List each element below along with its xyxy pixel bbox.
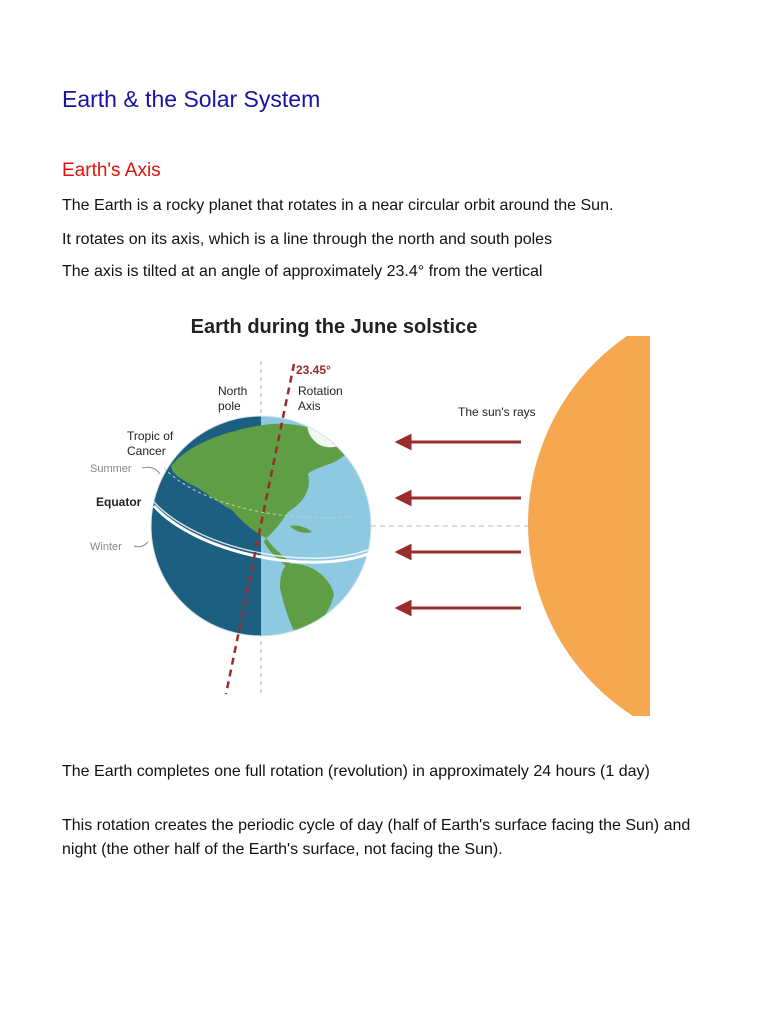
winter-label: Winter [90,541,122,553]
document-title: Earth & the Solar System [62,86,321,112]
paragraph-rotates-on-axis: It rotates on its axis, which is a line through the north and south poles [62,231,553,248]
june-solstice-diagram [76,306,666,716]
sun-rays-label: The sun's rays [458,405,536,419]
winter-pointer-icon [134,542,148,547]
rotation-axis-label-line2: Axis [298,399,321,413]
paragraph-day-night-cycle: This rotation creates the periodic cycle of day (half of Earth's surface facing the Sun) and night (the other half of the Earth's surface, not facing the Sun). [62,817,691,858]
sun-rays-arrows [398,436,521,614]
section-heading-earths-axis: Earth's Axis [62,160,161,181]
axis-angle-label: 23.45° [296,363,331,377]
tropic-of-cancer-label-line2: Cancer [127,444,166,458]
paragraph-axis-tilt: The axis is tilted at an angle of approximately 23.4° from the vertical [62,263,543,280]
paragraph-full-rotation: The Earth completes one full rotation (revolution) in approximately 24 hours (1 day) [62,763,650,780]
summer-label: Summer [90,463,132,475]
equator-label: Equator [96,495,142,509]
north-pole-label-line2: pole [218,399,241,413]
rotation-axis-label-line1: Rotation [298,384,343,398]
paragraph-rocky-planet: The Earth is a rocky planet that rotates in a near circular orbit around the Sun. [62,197,614,214]
solstice-diagram-svg [76,306,666,716]
sun-shape [528,306,666,716]
diagram-title: Earth during the June solstice [190,316,478,338]
tropic-of-cancer-label-line1: Tropic of [127,429,174,443]
summer-pointer-icon [142,467,160,474]
north-pole-label-line1: North [218,384,248,398]
